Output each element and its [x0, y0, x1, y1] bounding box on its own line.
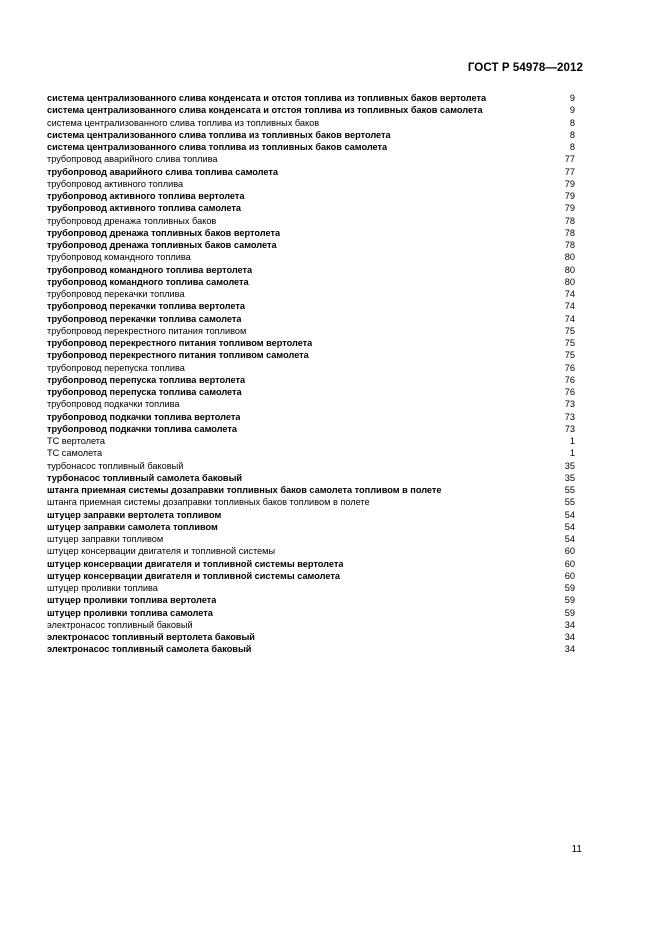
index-page-ref: 78 [564, 240, 575, 250]
index-entry [47, 288, 575, 300]
index-entry [47, 104, 575, 116]
index-entry [47, 558, 575, 570]
index-entry [47, 545, 575, 557]
index-entry [47, 349, 575, 361]
index-page-ref: 54 [564, 534, 575, 544]
index-page-ref: 60 [564, 558, 575, 569]
index-page-ref: 77 [564, 154, 575, 165]
index-term: система централизованного слива топлива из топливных баков [47, 117, 320, 128]
index-term: трубопровод дренажа топливных баков вертолета [47, 227, 281, 238]
index-entry [47, 631, 575, 643]
index-entry [47, 337, 575, 349]
index-page-ref: 79 [564, 178, 575, 189]
index-page-ref: 76 [564, 374, 575, 385]
index-entry [47, 386, 575, 398]
index-entry [47, 423, 575, 435]
index-page-ref: 78 [564, 215, 575, 226]
index-entry [47, 411, 575, 423]
index-term: трубопровод перепуска топлива вертолета [47, 374, 246, 385]
index-term: система централизованного слива топлива из топливных баков самолета [47, 142, 388, 152]
index-term: трубопровод активного топлива вертолета [47, 191, 245, 201]
index-term: трубопровод командного топлива самолета [47, 276, 249, 287]
index-entry [47, 435, 575, 447]
index-page-ref: 77 [564, 166, 575, 177]
index-term: трубопровод дренажа топливных баков самолета [47, 240, 277, 250]
index-entry [47, 484, 575, 496]
index-entry [47, 460, 575, 472]
index-entry [47, 215, 575, 227]
index-entry [47, 398, 575, 410]
index-entry [47, 619, 575, 631]
index-entry [47, 533, 575, 545]
index-term: турбонасос топливный самолета баковый [47, 472, 243, 483]
index-term: трубопровод аварийного слива топлива [47, 154, 218, 165]
index-page-ref: 54 [564, 521, 575, 532]
index-page-ref: 54 [564, 509, 575, 520]
index-page-ref: 1 [569, 436, 575, 446]
index-term: ТС вертолета [47, 436, 105, 446]
index-entry [47, 582, 575, 594]
index-page-ref: 59 [564, 583, 575, 593]
index-page-ref: 59 [564, 595, 575, 606]
index-term: система централизованного слива топлива из топливных баков вертолета [47, 129, 391, 140]
index-term: трубопровод перекрестного питания топливом [47, 325, 247, 336]
index-entry [47, 92, 575, 104]
index-term: штуцер консервации двигателя и топливной системы вертолета [47, 558, 344, 569]
index-term: штуцер заправки самолета топливом [47, 521, 218, 532]
index-entry [47, 509, 575, 521]
index-page-ref: 75 [564, 350, 575, 361]
index-page-ref: 76 [564, 362, 575, 373]
index-entry [47, 643, 575, 655]
index-entry [47, 178, 575, 190]
index-page-ref: 75 [564, 325, 575, 336]
index-entry [47, 496, 575, 508]
index-term: штуцер консервации двигателя и топливной системы самолета [47, 570, 340, 581]
index-term: система централизованного слива конденсата и отстоя топлива из топливных баков вертолета [47, 93, 487, 103]
index-entry [47, 447, 575, 459]
index-entry [47, 227, 575, 239]
index-entry [47, 141, 575, 153]
index-page-ref: 80 [564, 276, 575, 287]
index-term: штанга приемная системы дозаправки топливных баков самолета топливом в полете [47, 485, 442, 495]
index-entry [47, 129, 575, 141]
index-term: штанга приемная системы дозаправки топливных баков топливом в полете [47, 497, 370, 508]
document-id-header: ГОСТ Р 54978—2012 [467, 62, 583, 74]
index-term: трубопровод перепуска топлива [47, 362, 185, 373]
index-entry [47, 607, 575, 619]
index-term: трубопровод перекрестного питания топливом вертолета [47, 338, 313, 348]
index-term: штуцер заправки вертолета топливом [47, 509, 222, 520]
index-page-ref: 59 [564, 607, 575, 618]
index-term: трубопровод перепуска топлива самолета [47, 387, 242, 397]
page-number: 11 [571, 844, 582, 855]
index-entry [47, 153, 575, 165]
index-entry [47, 362, 575, 374]
index-page-ref: 35 [564, 460, 575, 471]
index-page-ref: 74 [564, 301, 575, 312]
index-term: штуцер консервации двигателя и топливной системы [47, 546, 276, 557]
index-entry [47, 251, 575, 263]
index-entry [47, 239, 575, 251]
index-page-ref: 73 [564, 411, 575, 422]
index-page-ref: 55 [564, 497, 575, 508]
index-entry [47, 117, 575, 129]
index-page-ref: 75 [564, 338, 575, 348]
index-term: трубопровод аварийного слива топлива самолета [47, 166, 278, 177]
index-page-ref: 80 [564, 264, 575, 275]
index-term: штуцер проливки топлива самолета [47, 607, 213, 618]
index-page-ref: 76 [564, 387, 575, 397]
index-term: трубопровод дренажа топливных баков [47, 215, 217, 226]
index-term: штуцер проливки топлива [47, 583, 158, 593]
index-page-ref: 73 [564, 399, 575, 410]
index-term: трубопровод подкачки топлива вертолета [47, 411, 241, 422]
alphabetical-index-list [47, 92, 575, 656]
index-term: трубопровод командного топлива [47, 252, 191, 263]
index-entry [47, 472, 575, 484]
index-page-ref: 9 [569, 93, 575, 103]
index-page-ref: 79 [564, 203, 575, 214]
index-page-ref: 8 [569, 117, 575, 128]
index-term: трубопровод подкачки топлива самолета [47, 423, 237, 434]
index-term: турбонасос топливный баковый [47, 460, 184, 471]
index-entry [47, 521, 575, 533]
index-page-ref: 1 [569, 448, 575, 459]
index-entry [47, 374, 575, 386]
index-page-ref: 8 [569, 129, 575, 140]
index-page-ref: 73 [564, 423, 575, 434]
index-page-ref: 60 [564, 570, 575, 581]
index-entry [47, 264, 575, 276]
index-page-ref: 80 [564, 252, 575, 263]
index-entry [47, 313, 575, 325]
index-entry [47, 300, 575, 312]
index-entry [47, 166, 575, 178]
index-term: трубопровод подкачки топлива [47, 399, 180, 410]
index-term: трубопровод перекрестного питания топливом самолета [47, 350, 309, 361]
index-page-ref: 9 [569, 105, 575, 116]
index-entry [47, 202, 575, 214]
index-term: трубопровод активного топлива самолета [47, 203, 242, 214]
index-entry [47, 594, 575, 606]
index-term: электронасос топливный самолета баковый [47, 644, 252, 655]
index-term: трубопровод перекачки топлива [47, 289, 185, 299]
index-entry [47, 325, 575, 337]
index-term: штуцер заправки топливом [47, 534, 164, 544]
index-entry [47, 276, 575, 288]
index-page-ref: 79 [564, 191, 575, 201]
index-term: трубопровод командного топлива вертолета [47, 264, 253, 275]
index-term: трубопровод перекачки топлива самолета [47, 313, 242, 324]
index-page-ref: 34 [564, 619, 575, 630]
index-page-ref: 78 [564, 227, 575, 238]
index-page-ref: 34 [564, 632, 575, 642]
index-page-ref: 60 [564, 546, 575, 557]
index-term: электронасос топливный баковый [47, 619, 193, 630]
index-page-ref: 74 [564, 289, 575, 299]
index-term: система централизованного слива конденсата и отстоя топлива из топливных баков самолета [47, 105, 483, 116]
index-term: трубопровод активного топлива [47, 178, 184, 189]
index-page-ref: 34 [564, 644, 575, 655]
index-page-ref: 55 [564, 485, 575, 495]
index-entry [47, 570, 575, 582]
index-term: трубопровод перекачки топлива вертолета [47, 301, 245, 312]
index-entry [47, 190, 575, 202]
index-page-ref: 74 [564, 313, 575, 324]
index-page-ref: 8 [569, 142, 575, 152]
index-term: электронасос топливный вертолета баковый [47, 632, 255, 642]
index-term: штуцер проливки топлива вертолета [47, 595, 217, 606]
index-term: ТС самолета [47, 448, 103, 459]
index-page-ref: 35 [564, 472, 575, 483]
